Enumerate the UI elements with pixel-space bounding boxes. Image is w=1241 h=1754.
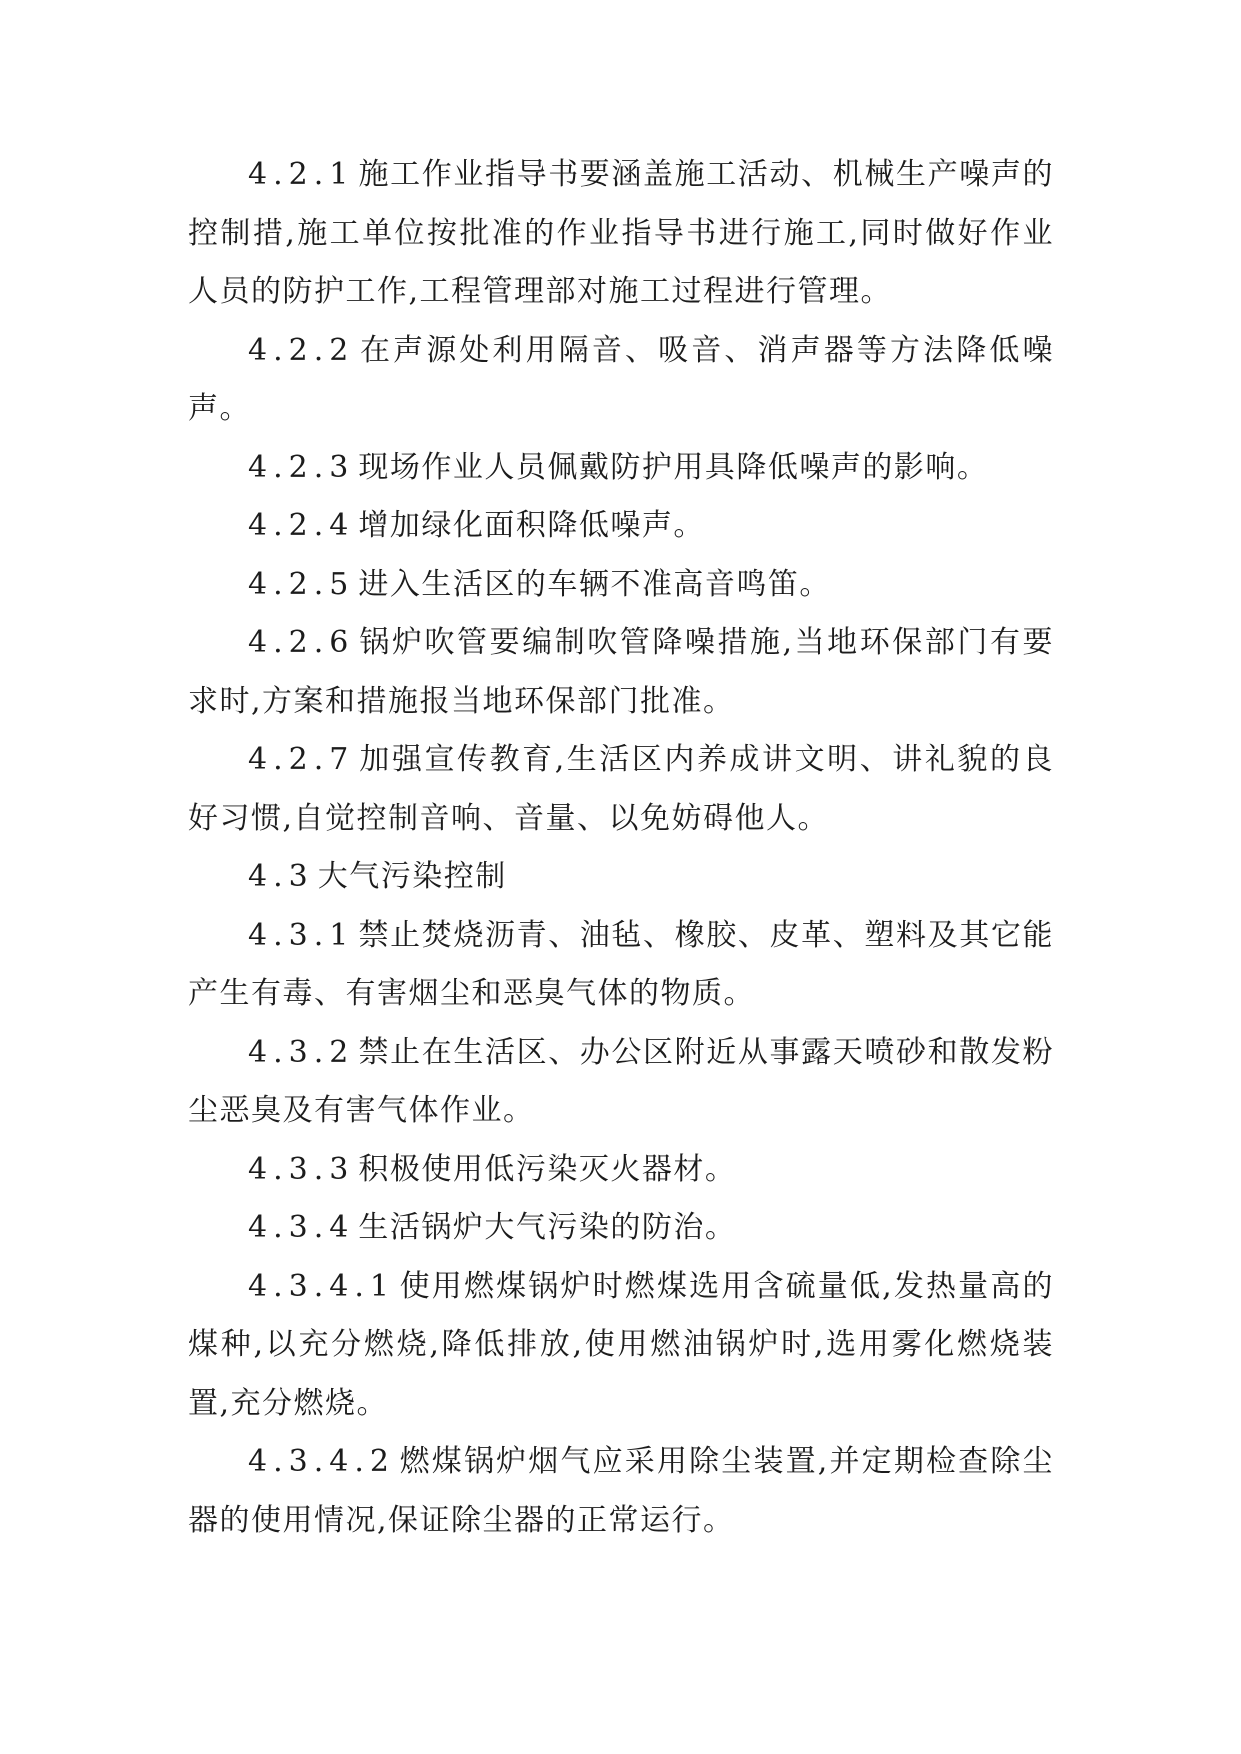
paragraph-4-2-2 (188, 322, 1054, 439)
paragraph-text: 现场作业人员佩戴防护用具降低噪声的影响。 (358, 449, 989, 485)
paragraph-4-2-7 (188, 731, 1054, 848)
section-number: 4.2.3 (248, 449, 355, 485)
section-number: 4.2.1 (248, 157, 355, 192)
paragraph-text: 进入生活区的车辆不准高音鸣笛。 (358, 566, 831, 602)
section-number: 4.3 (248, 859, 314, 894)
paragraph-4-3-4 (188, 1199, 1054, 1258)
section-number: 4.2.4 (248, 508, 355, 543)
paragraph-text: 施工作业指导书要涵盖施工活动、机械生产噪声的控制措,施工单位按批准的作业指导书进行施工,同时做好作业人员的防护工作,工程管理部对施工过程进行管理。 (188, 157, 1054, 309)
paragraph-4-2-1 (188, 146, 1054, 322)
paragraph-4-2-6 (188, 614, 1054, 731)
section-number: 4.2.6 (248, 625, 355, 660)
section-number: 4.3.4.2 (248, 1444, 395, 1479)
paragraph-text: 积极使用低污染灭火器材。 (358, 1151, 737, 1187)
paragraph-text: 使用燃煤锅炉时燃煤选用含硫量低,发热量高的煤种,以充分燃烧,降低排放,使用燃油锅炉时,选用雾化燃烧装置,充分燃烧。 (188, 1268, 1054, 1421)
paragraph-text: 禁止在生活区、办公区附近从事露天喷砂和散发粉尘恶臭及有害气体作业。 (188, 1034, 1054, 1128)
section-number: 4.2.2 (248, 332, 355, 368)
section-number: 4.3.4.1 (248, 1268, 395, 1304)
paragraph-4-2-3 (188, 439, 1054, 498)
paragraph-text: 在声源处利用隔音、吸音、消声器等方法降低噪声。 (188, 332, 1054, 426)
paragraph-text: 增加绿化面积降低噪声。 (358, 508, 705, 543)
paragraph-4-2-4 (188, 497, 1054, 556)
paragraph-4-2-5 (188, 556, 1054, 615)
paragraph-text: 禁止焚烧沥青、油毡、橡胶、皮革、塑料及其它能产生有毒、有害烟尘和恶臭气体的物质。 (188, 917, 1054, 1011)
section-heading-text: 大气污染控制 (317, 859, 507, 894)
section-number: 4.3.1 (248, 917, 355, 953)
paragraph-4-3-4-2 (188, 1433, 1054, 1550)
paragraph-text: 生活锅炉大气污染的防治。 (358, 1210, 737, 1245)
paragraph-text: 燃煤锅炉烟气应采用除尘装置,并定期检查除尘器的使用情况,保证除尘器的正常运行。 (188, 1444, 1054, 1538)
section-number: 4.3.3 (248, 1151, 355, 1187)
paragraph-4-3-4-1 (188, 1258, 1054, 1434)
paragraph-text: 锅炉吹管要编制吹管降噪措施,当地环保部门有要求时,方案和措施报当地环保部门批准。 (188, 625, 1054, 719)
paragraph-4-3-2 (188, 1024, 1054, 1141)
document-page (188, 146, 1054, 1550)
section-number: 4.3.4 (248, 1210, 355, 1245)
paragraph-4-3-1 (188, 907, 1054, 1024)
paragraph-text: 加强宣传教育,生活区内养成讲文明、讲礼貌的良好习惯,自觉控制音响、音量、以免妨碍他人。 (188, 742, 1054, 836)
section-number: 4.3.2 (248, 1034, 355, 1070)
section-number: 4.2.5 (248, 566, 355, 602)
paragraph-4-3-3 (188, 1141, 1054, 1200)
section-heading-4-3 (188, 848, 1054, 907)
section-number: 4.2.7 (248, 742, 355, 777)
